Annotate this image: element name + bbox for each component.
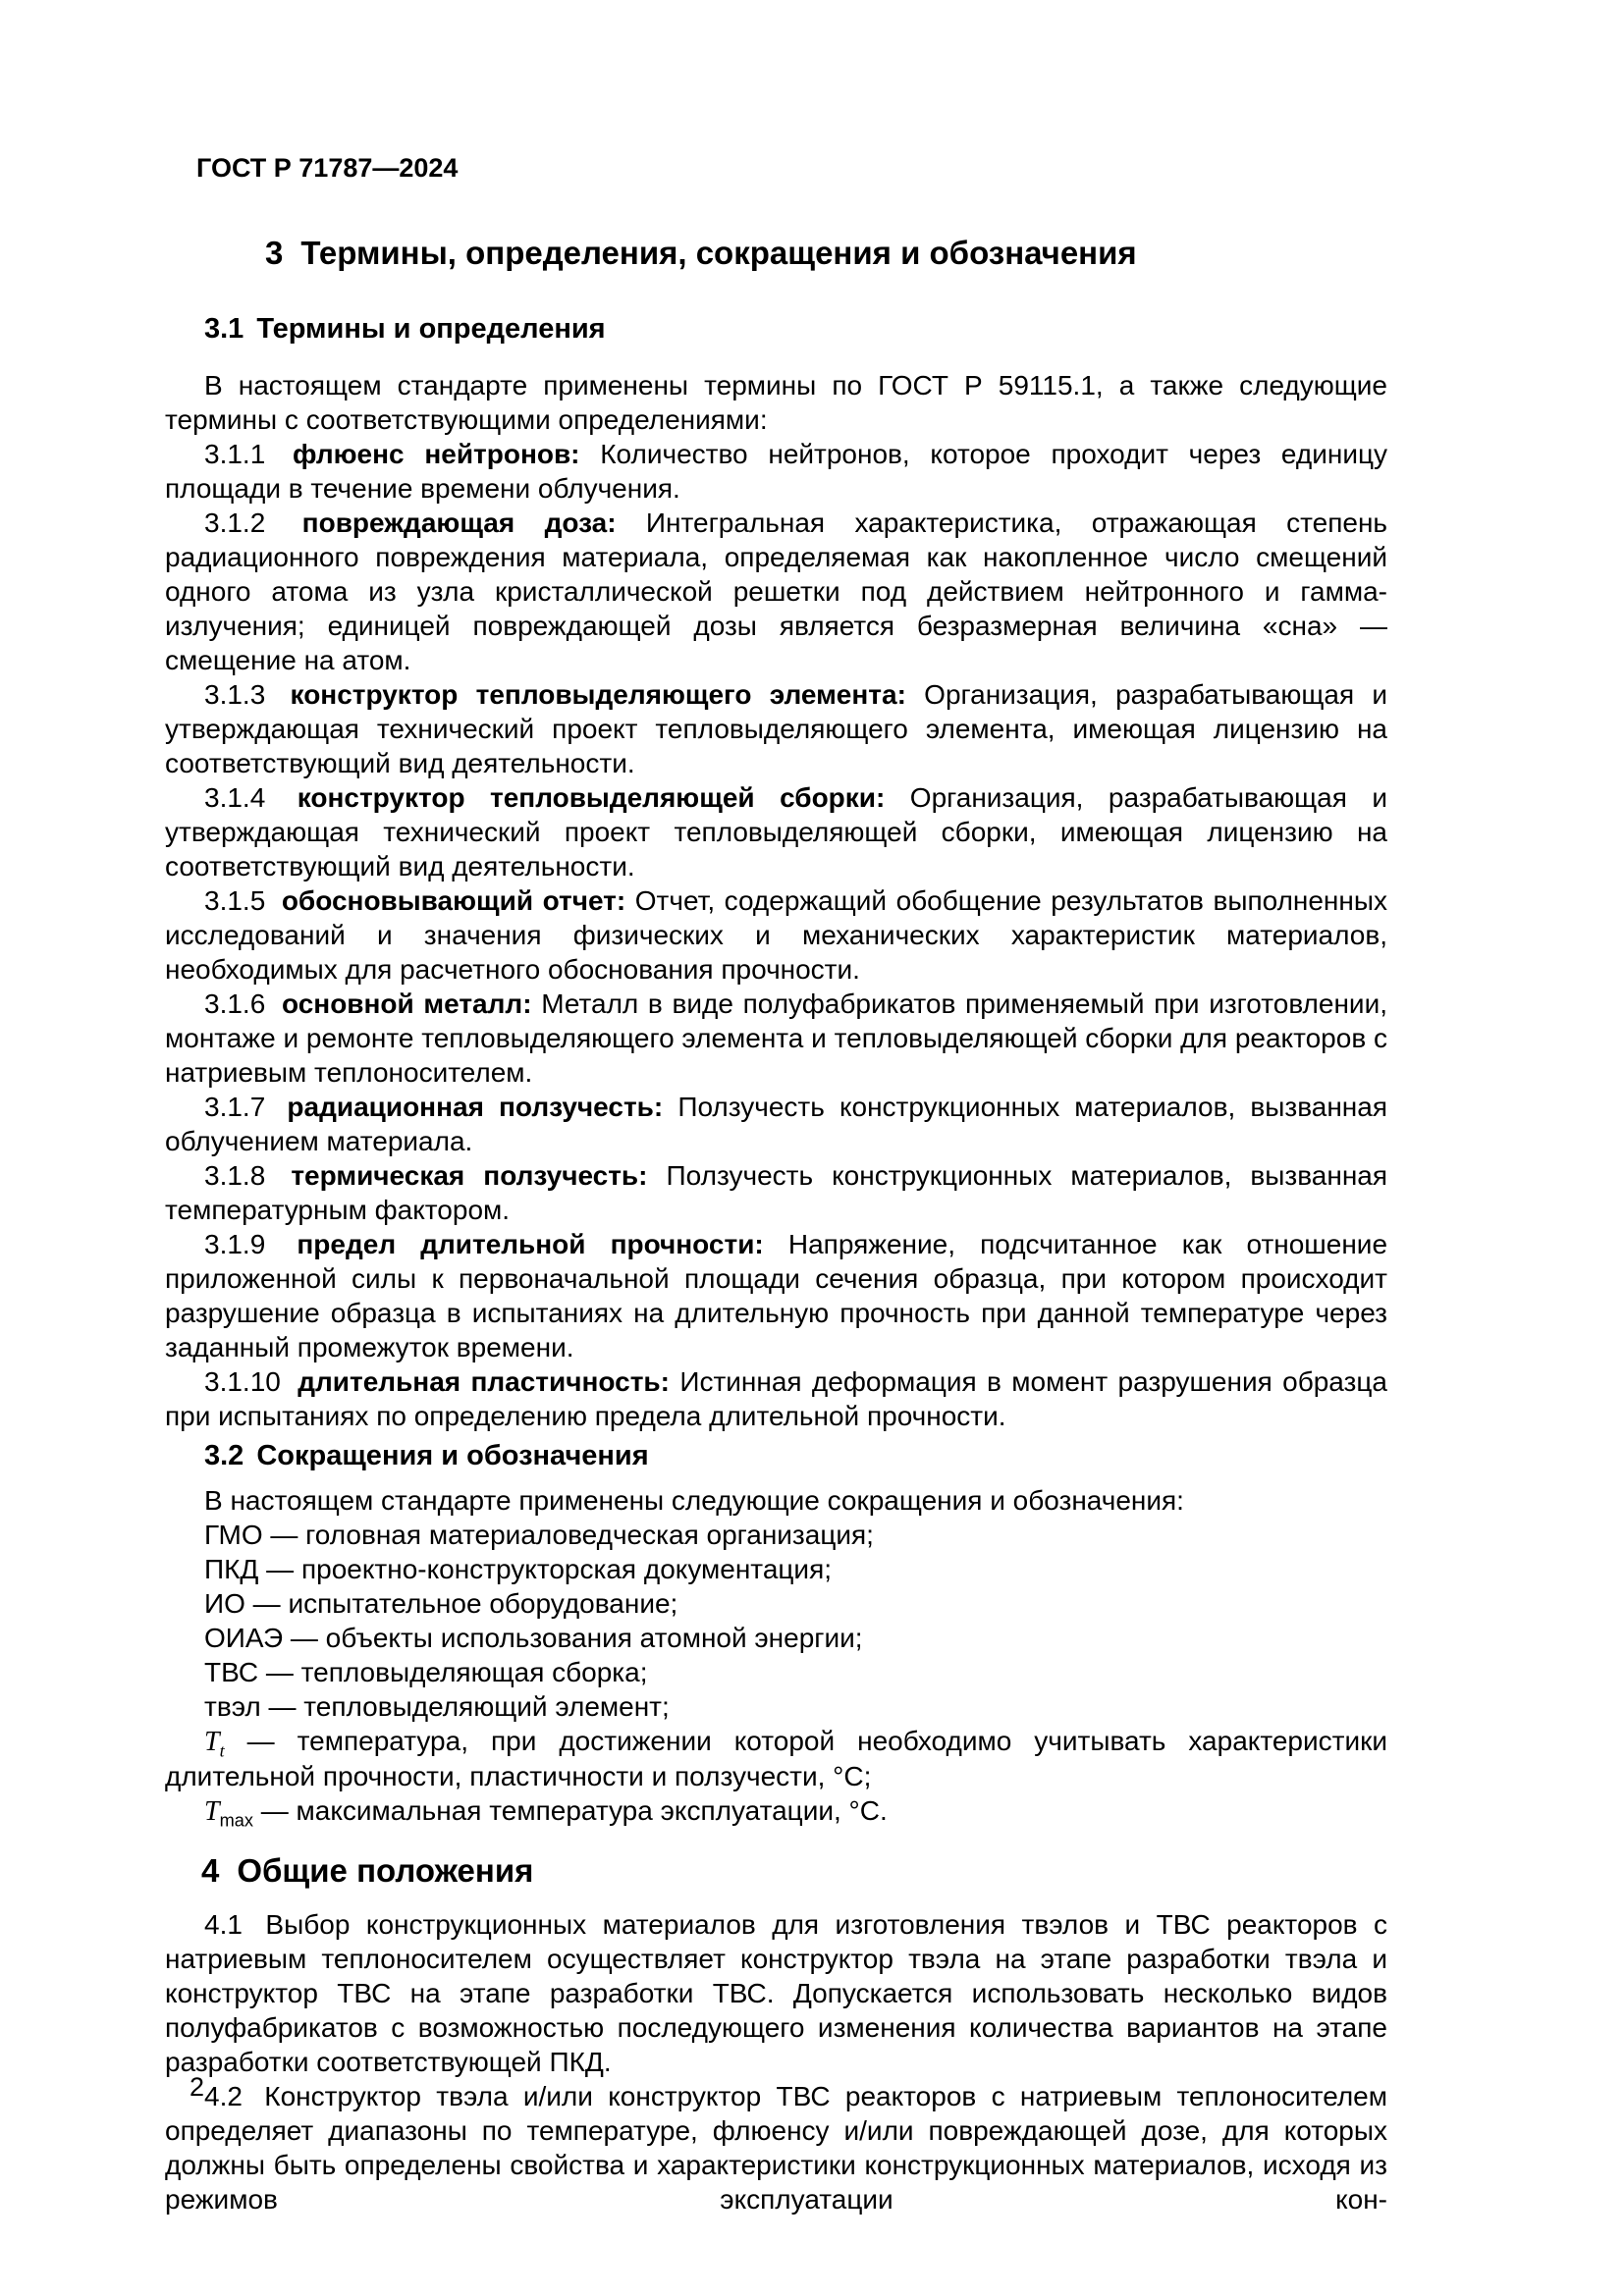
term-name: флюенс нейтронов: — [293, 439, 580, 469]
term-definition: Металл в виде полуфабрикатов применяемый при изготовлении, монтаже и ремонте тепловыделяющего элемента и тепловыделяющей сборки для реакторов с натриевым теплоносителем. — [165, 988, 1387, 1088]
abbreviation-line-io: ИО — испытательное оборудование; — [204, 1588, 678, 1619]
term-paragraph-3-1-7 — [165, 1090, 1387, 1158]
term-number: 3.1.6 — [204, 988, 266, 1019]
term-paragraph-3-1-2 — [165, 506, 1387, 677]
paragraph-number: 4.1 — [204, 1909, 243, 1940]
term-definition: Истинная деформация в момент разрушения образца при испытаниях по определению предела длительной прочности. — [165, 1366, 1388, 1431]
term-paragraph-3-1-8 — [165, 1158, 1387, 1227]
term-number: 3.1.1 — [204, 439, 266, 469]
term-definition: Отчет, содержащий обобщение результатов выполненных исследований и значения физических и механических характеристик материалов, необходимых для расчетного обоснования прочности. — [165, 885, 1387, 985]
paragraph-number: 4.2 — [204, 2081, 243, 2111]
terms-intro: В настоящем стандарте применены термины по ГОСТ Р 59115.1, а также следующие термины с соответствующими определениями: — [165, 370, 1387, 435]
section-3-2-number: 3.2 — [204, 1440, 244, 1471]
term-name: конструктор тепловыделяющего элемента: — [290, 679, 906, 710]
abbreviation-text: — температура, при достижении которой необходимо учитывать характеристики длительной прочности, пластичности и ползучести, °С; — [165, 1726, 1387, 1791]
term-definition: Организация, разрабатывающая и утверждающая технический проект тепловыделяющего элемента, имеющая лицензию на соответствующий вид деятельности. — [165, 679, 1388, 778]
temperature-symbol-T: T — [204, 1727, 220, 1757]
abbreviation-line-tmax — [165, 1793, 1387, 1829]
term-number: 3.1.10 — [204, 1366, 281, 1397]
abbreviation-text: — максимальная температура эксплуатации, °С. — [252, 1795, 888, 1826]
section-4-number: 4 — [201, 1852, 220, 1889]
term-number: 3.1.2 — [204, 507, 266, 538]
section-3-title: Термины, определения, сокращения и обозначения — [300, 235, 1137, 271]
term-number: 3.1.3 — [204, 679, 266, 710]
term-name: предел длительной прочности: — [297, 1229, 764, 1259]
term-paragraph-3-1-1 — [165, 437, 1387, 506]
abbreviation-line-tvs: ТВС — тепловыделяющая сборка; — [204, 1657, 648, 1687]
abbreviations-intro: В настоящем стандарте применены следующие сокращения и обозначения: — [204, 1485, 1184, 1516]
paragraph-text: Конструктор твэла и/или конструктор ТВС реакторов с натриевым теплоносителем определяет диапазоны по температуре, флюенсу и/или повреждающей дозе, для которых должны быть определены свойства и характеристики конструкционных материалов, исходя из режимов эксплуатации кон- — [165, 2081, 1388, 2215]
abbreviation-line-tt — [165, 1724, 1387, 1793]
term-paragraph-3-1-9 — [165, 1227, 1387, 1364]
term-number: 3.1.5 — [204, 885, 266, 916]
term-paragraph-3-1-6 — [165, 987, 1387, 1090]
page-content — [165, 0, 1387, 2216]
paragraph-4-2 — [165, 2079, 1387, 2216]
section-4-title: Общие положения — [237, 1852, 534, 1889]
term-definition: Интегральная характеристика, отражающая степень радиационного повреждения материала, определяемая как накопленное число смещений одного атома из узла кристаллической решетки под действием нейтронного и гамма-излучения; единицей повреждающей дозы является безразмерная величина «сна» — смещение на атом. — [165, 507, 1388, 675]
page-number: 2 — [189, 2072, 205, 2102]
section-3-2-title: Сокращения и обозначения — [256, 1440, 649, 1471]
subscript-max: max — [219, 1810, 253, 1831]
paragraph-text: Выбор конструкционных материалов для изготовления твэлов и ТВС реакторов с натриевым теплоносителем осуществляет конструктор твэла на этапе разработки твэла и конструктор ТВС на этапе разработки ТВС. Допускается использовать несколько видов полуфабрикатов с возможностью последующего изменения количества вариантов на этапе разработки соответствующей ПКД. — [165, 1909, 1388, 2077]
running-header: ГОСТ Р 71787—2024 — [196, 153, 459, 183]
term-definition: Ползучесть конструкционных материалов, вызванная облучением материала. — [165, 1092, 1388, 1156]
section-3-heading — [265, 233, 1387, 274]
section-3-number: 3 — [265, 235, 284, 271]
abbreviation-line-gmo: ГМО — головная материаловедческая организация; — [204, 1520, 874, 1550]
section-4-heading — [201, 1850, 1387, 1892]
term-name: основной металл: — [281, 988, 532, 1019]
term-name: конструктор тепловыделяющей сборки: — [297, 782, 886, 813]
section-3-1-number: 3.1 — [204, 313, 244, 345]
term-number: 3.1.9 — [204, 1229, 266, 1259]
section-3-1-title: Термины и определения — [256, 313, 606, 345]
section-3-1-heading — [204, 312, 1387, 347]
term-number: 3.1.8 — [204, 1160, 266, 1191]
abbreviation-line-pkd: ПКД — проектно-конструкторская документация; — [204, 1554, 833, 1584]
abbreviation-line-oiae: ОИАЭ — объекты использования атомной энергии; — [204, 1623, 863, 1653]
abbreviation-line-tvel: твэл — тепловыделяющий элемент; — [204, 1691, 670, 1722]
paragraph-4-1 — [165, 1907, 1387, 2079]
term-paragraph-3-1-10 — [165, 1364, 1387, 1433]
term-name: длительная пластичность: — [298, 1366, 670, 1397]
term-name: радиационная ползучесть: — [287, 1092, 664, 1122]
term-definition: Организация, разрабатывающая и утверждающая технический проект тепловыделяющей сборки, имеющая лицензию на соответствующий вид деятельности. — [165, 782, 1388, 881]
term-paragraph-3-1-5 — [165, 883, 1387, 987]
term-name: термическая ползучесть: — [291, 1160, 648, 1191]
temperature-symbol-T: T — [204, 1796, 220, 1827]
subscript-t: t — [219, 1740, 225, 1761]
term-definition: Ползучесть конструкционных материалов, вызванная температурным фактором. — [165, 1160, 1388, 1225]
term-name: повреждающая доза: — [301, 507, 617, 538]
term-number: 3.1.7 — [204, 1092, 266, 1122]
section-3-2-heading — [204, 1439, 1387, 1473]
term-paragraph-3-1-3 — [165, 677, 1387, 780]
term-paragraph-3-1-4 — [165, 780, 1387, 883]
term-name: обосновывающий отчет: — [281, 885, 626, 916]
term-definition: Количество нейтронов, которое проходит через единицу площади в течение времени облучения. — [165, 439, 1387, 504]
term-number: 3.1.4 — [204, 782, 266, 813]
term-definition: Напряжение, подсчитанное как отношение приложенной силы к первоначальной площади сечения образца, при котором происходит разрушение образца в испытаниях на длительную прочность при данной температуре через заданный промежуток времени. — [165, 1229, 1388, 1362]
